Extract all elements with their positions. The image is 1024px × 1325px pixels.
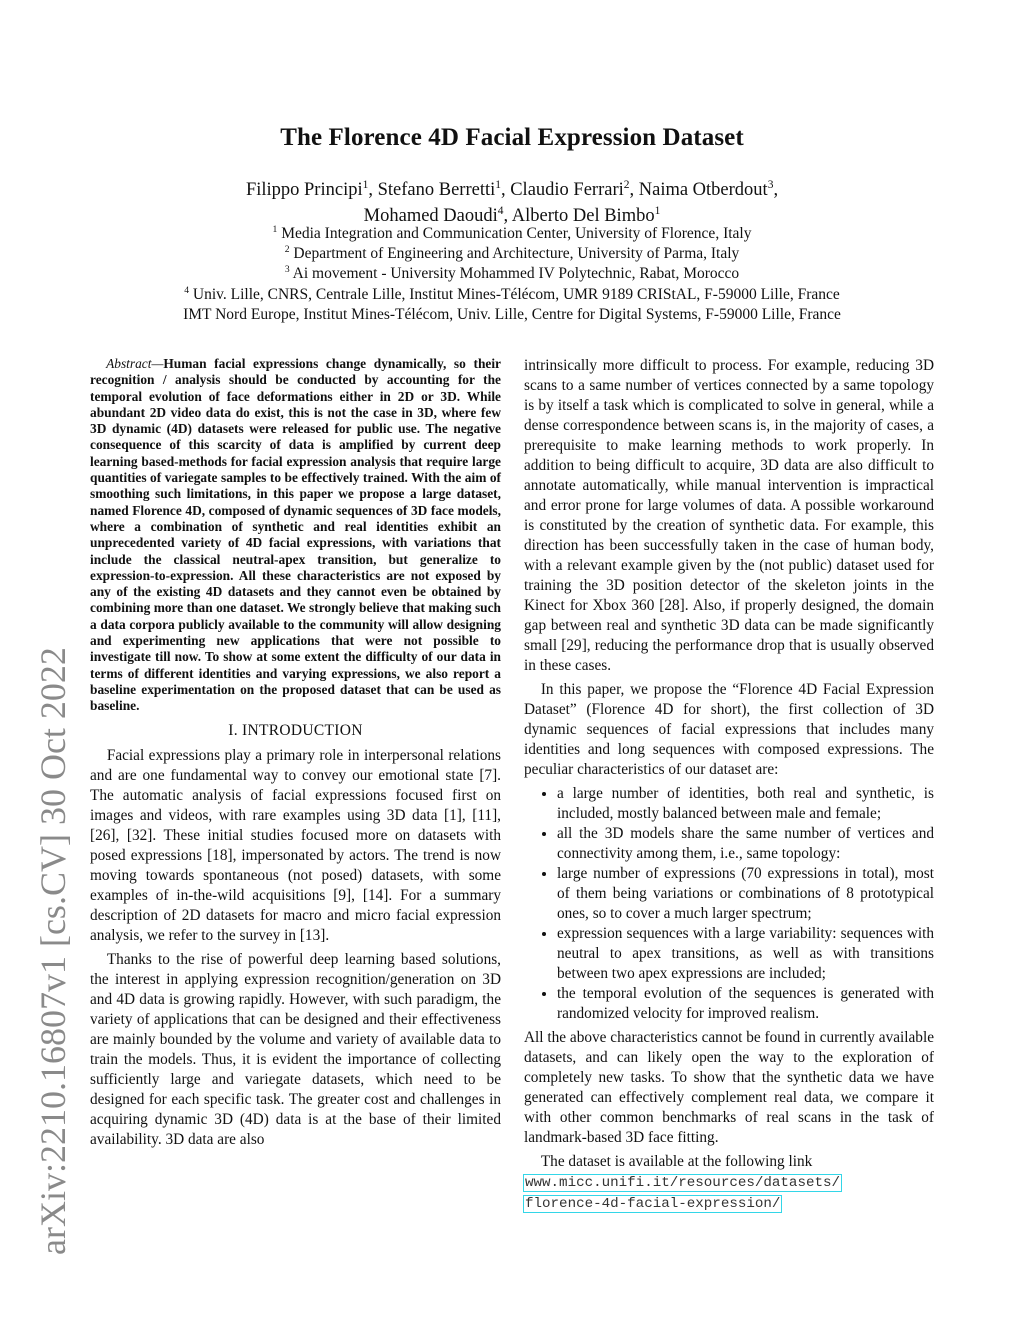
arxiv-stamp: arXiv:2210.16807v1 [cs.CV] 30 Oct 2022 [33,647,73,1255]
author-name: Alberto Del Bimbo [511,206,655,226]
abstract-label: Abstract— [106,356,164,371]
section-heading: I. INTRODUCTION [228,721,363,739]
author-affiliation-mark: 4 [497,204,504,217]
author-affiliation-mark: 1 [362,178,369,191]
right-column [524,356,934,1214]
list-item: • large number of expressions (70 expressions in total), most of them being variations or combinations of 8 prototypical ones, so to cover a much larger spectrum; [557,864,934,924]
list-item: • expression sequences with a large variability: sequences with neutral to apex transitions, as well as with transitions between two apex expressions are included; [557,924,934,984]
body-paragraph: All the above characteristics cannot be found in currently available datasets, and can likely open the way to the exploration of completely new tasks. To show that the synthetic data we have generated can effectively complement real data, we compare it with other common benchmarks of real scans in the task of landmark-based 3D face fitting. [524,1029,934,1146]
affiliation: $^1$ Media Integration and Communication Center, University of Florence, Italy [272,223,752,242]
dataset-link-line-2[interactable]: florence-4d-facial-expression/ [525,1196,781,1212]
body-paragraph: In this paper, we propose the “Florence 4D Facial Expression Dataset” (Florence 4D for short), the first collection of 3D dynamic sequences of facial expressions that includes many identities and long sequences with composed expressions. The peculiar characteristics of our dataset are: [524,681,934,778]
affiliation-list [0,224,1024,325]
author-name: Stefano Berretti [377,180,496,200]
author-affiliation-mark: 3 [767,178,774,191]
author-affiliation-mark: 1 [495,178,501,191]
abstract-text: Human facial expressions change dynamically, so their recognition / analysis should be conducted by accounting for the temporal evolution of face deformations either in 2D or 3D. While abundant 2D video data do exist, this is not the case in 3D, where few 3D dynamic (4D) datasets were released for public use. The negative consequence of this scarcity of data is amplified by current deep learning based-methods for facial expression analysis that require large quantities of variegate samples to be effectively trained. With the aim of smoothing such limitations, in this paper we propose a large dataset, named Florence 4D, composed of dynamic sequences of 3D face models, where a combination of synthetic and real identities exhibit an unprecedented variety of 4D facial expressions, with variations that include the classical neutral-apex transition, but generalize to expression-to-expression. All these characteristics are not exposed by any of the existing 4D datasets and they cannot even be obtained by combining more than one dataset. We strongly believe that making such a data corpora publicly available to the community will allow designing and experimenting new applications that were not possible to investigate till now. To show at some extent the difficulty of our data in terms of different identities and varying expressions, we also report a baseline experimentation on the proposed dataset that can be used as baseline. [90,356,501,714]
author-name: Claudio Ferrari [510,180,624,200]
author-name: Filippo Principi [245,180,363,200]
left-column [90,356,501,1154]
list-item: • the temporal evolution of the sequences is generated with randomized velocity for improved realism. [557,984,934,1024]
affiliation: $^4$ Univ. Lille, CNRS, Centrale Lille, Institut Mines-Télécom, UMR 9189 CRIStAL, F-59000 Lille, France [184,284,840,303]
author-name: Naima Otberdout [638,180,768,200]
paper-title: The Florence 4D Facial Expression Dataset [280,124,744,151]
feature-list [524,784,934,1024]
author-affiliation-mark: 1 [654,204,661,217]
list-item: • a large number of identities, both real and synthetic, is included, mostly balanced between male and female; [557,784,934,824]
author-name: Mohamed Daoudi [363,206,498,226]
dataset-link-line-1[interactable]: www.micc.unifi.it/resources/datasets/ [525,1175,841,1191]
link-intro: The dataset is available at the following link [540,1153,813,1170]
affiliation: $^3$ Ai movement - University Mohammed IV Polytechnic, Rabat, Morocco [284,264,740,283]
abstract [90,356,501,715]
affiliation: IMT Nord Europe, Institut Mines-Télécom, Univ. Lille, Centre for Digital Systems, F-59000 Lille, France [183,305,841,323]
body-paragraph: intrinsically more difficult to process. For example, reducing 3D scans to a same number of vertices connected by a same topology is by itself a task which is complicated to solve in general, while a dense correspondence between scans is, in the majority of cases, a prerequisite to make learning methods to work properly. In addition to being difficult to acquire, 3D data are also difficult to annotate automatically, while manual intervention is impractical and error prone for large volumes of data. A possible workaround is constituted by the creation of synthetic data. For example, this direction has been successfully taken in the case of human body, with a relevant example given by the (not public) dataset used for training the 3D position detector of the skeleton joints in the Kinect for Xbox 360 [28]. Also, if properly designed, the domain gap between real and synthetic 3D data can be made significantly small [29], reducing the performance drop that is usually observed in these cases. [524,357,934,674]
body-paragraph: Facial expressions play a primary role in interpersonal relations and are one fundamental way to convey our emotional state [7]. The automatic analysis of facial expressions focused first on images and videos, with rare examples using 3D data [1], [11], [26], [32]. These initial studies focused more on datasets with posed expressions [18], impersonated by actors. The trend is now moving towards spontaneous (not posed) datasets, with some examples of in-the-wild acquisitions [9], [14]. For a summary description of 2D datasets for macro and micro facial expression analysis, we refer to the survey in [13]. [90,746,501,944]
list-item: • all the 3D models share the same number of vertices and connectivity among them, i.e., same topology: [557,824,934,864]
body-paragraph: Thanks to the rise of powerful deep learning based solutions, the interest in applying expression recognition/generation on 3D and 4D data is growing rapidly. However, with such paradigm, the variety of applications that can be designed and their effectiveness are mainly bounded by the volume and variety of available data to train the models. Thus, it is evident the importance of collecting sufficiently large and variegate datasets, which need to be designed for each specific task. The greater cost and challenges in acquiring dynamic 3D (4D) data is at the base of their limited availability. 3D data are also [90,950,501,1148]
author-affiliation-mark: 2 [623,178,630,191]
affiliation: $^2$ Department of Engineering and Architecture, University of Parma, Italy [284,244,740,263]
body-paragraph [524,1152,934,1214]
author-list: Filippo Principi$^1$, Stefano Berretti$^1$, Claudio Ferrari$^2$, Naima Otberdout$^3$, Mohamed Daoudi$^4$, Alberto Del Bimbo$^1$ [245,178,779,226]
